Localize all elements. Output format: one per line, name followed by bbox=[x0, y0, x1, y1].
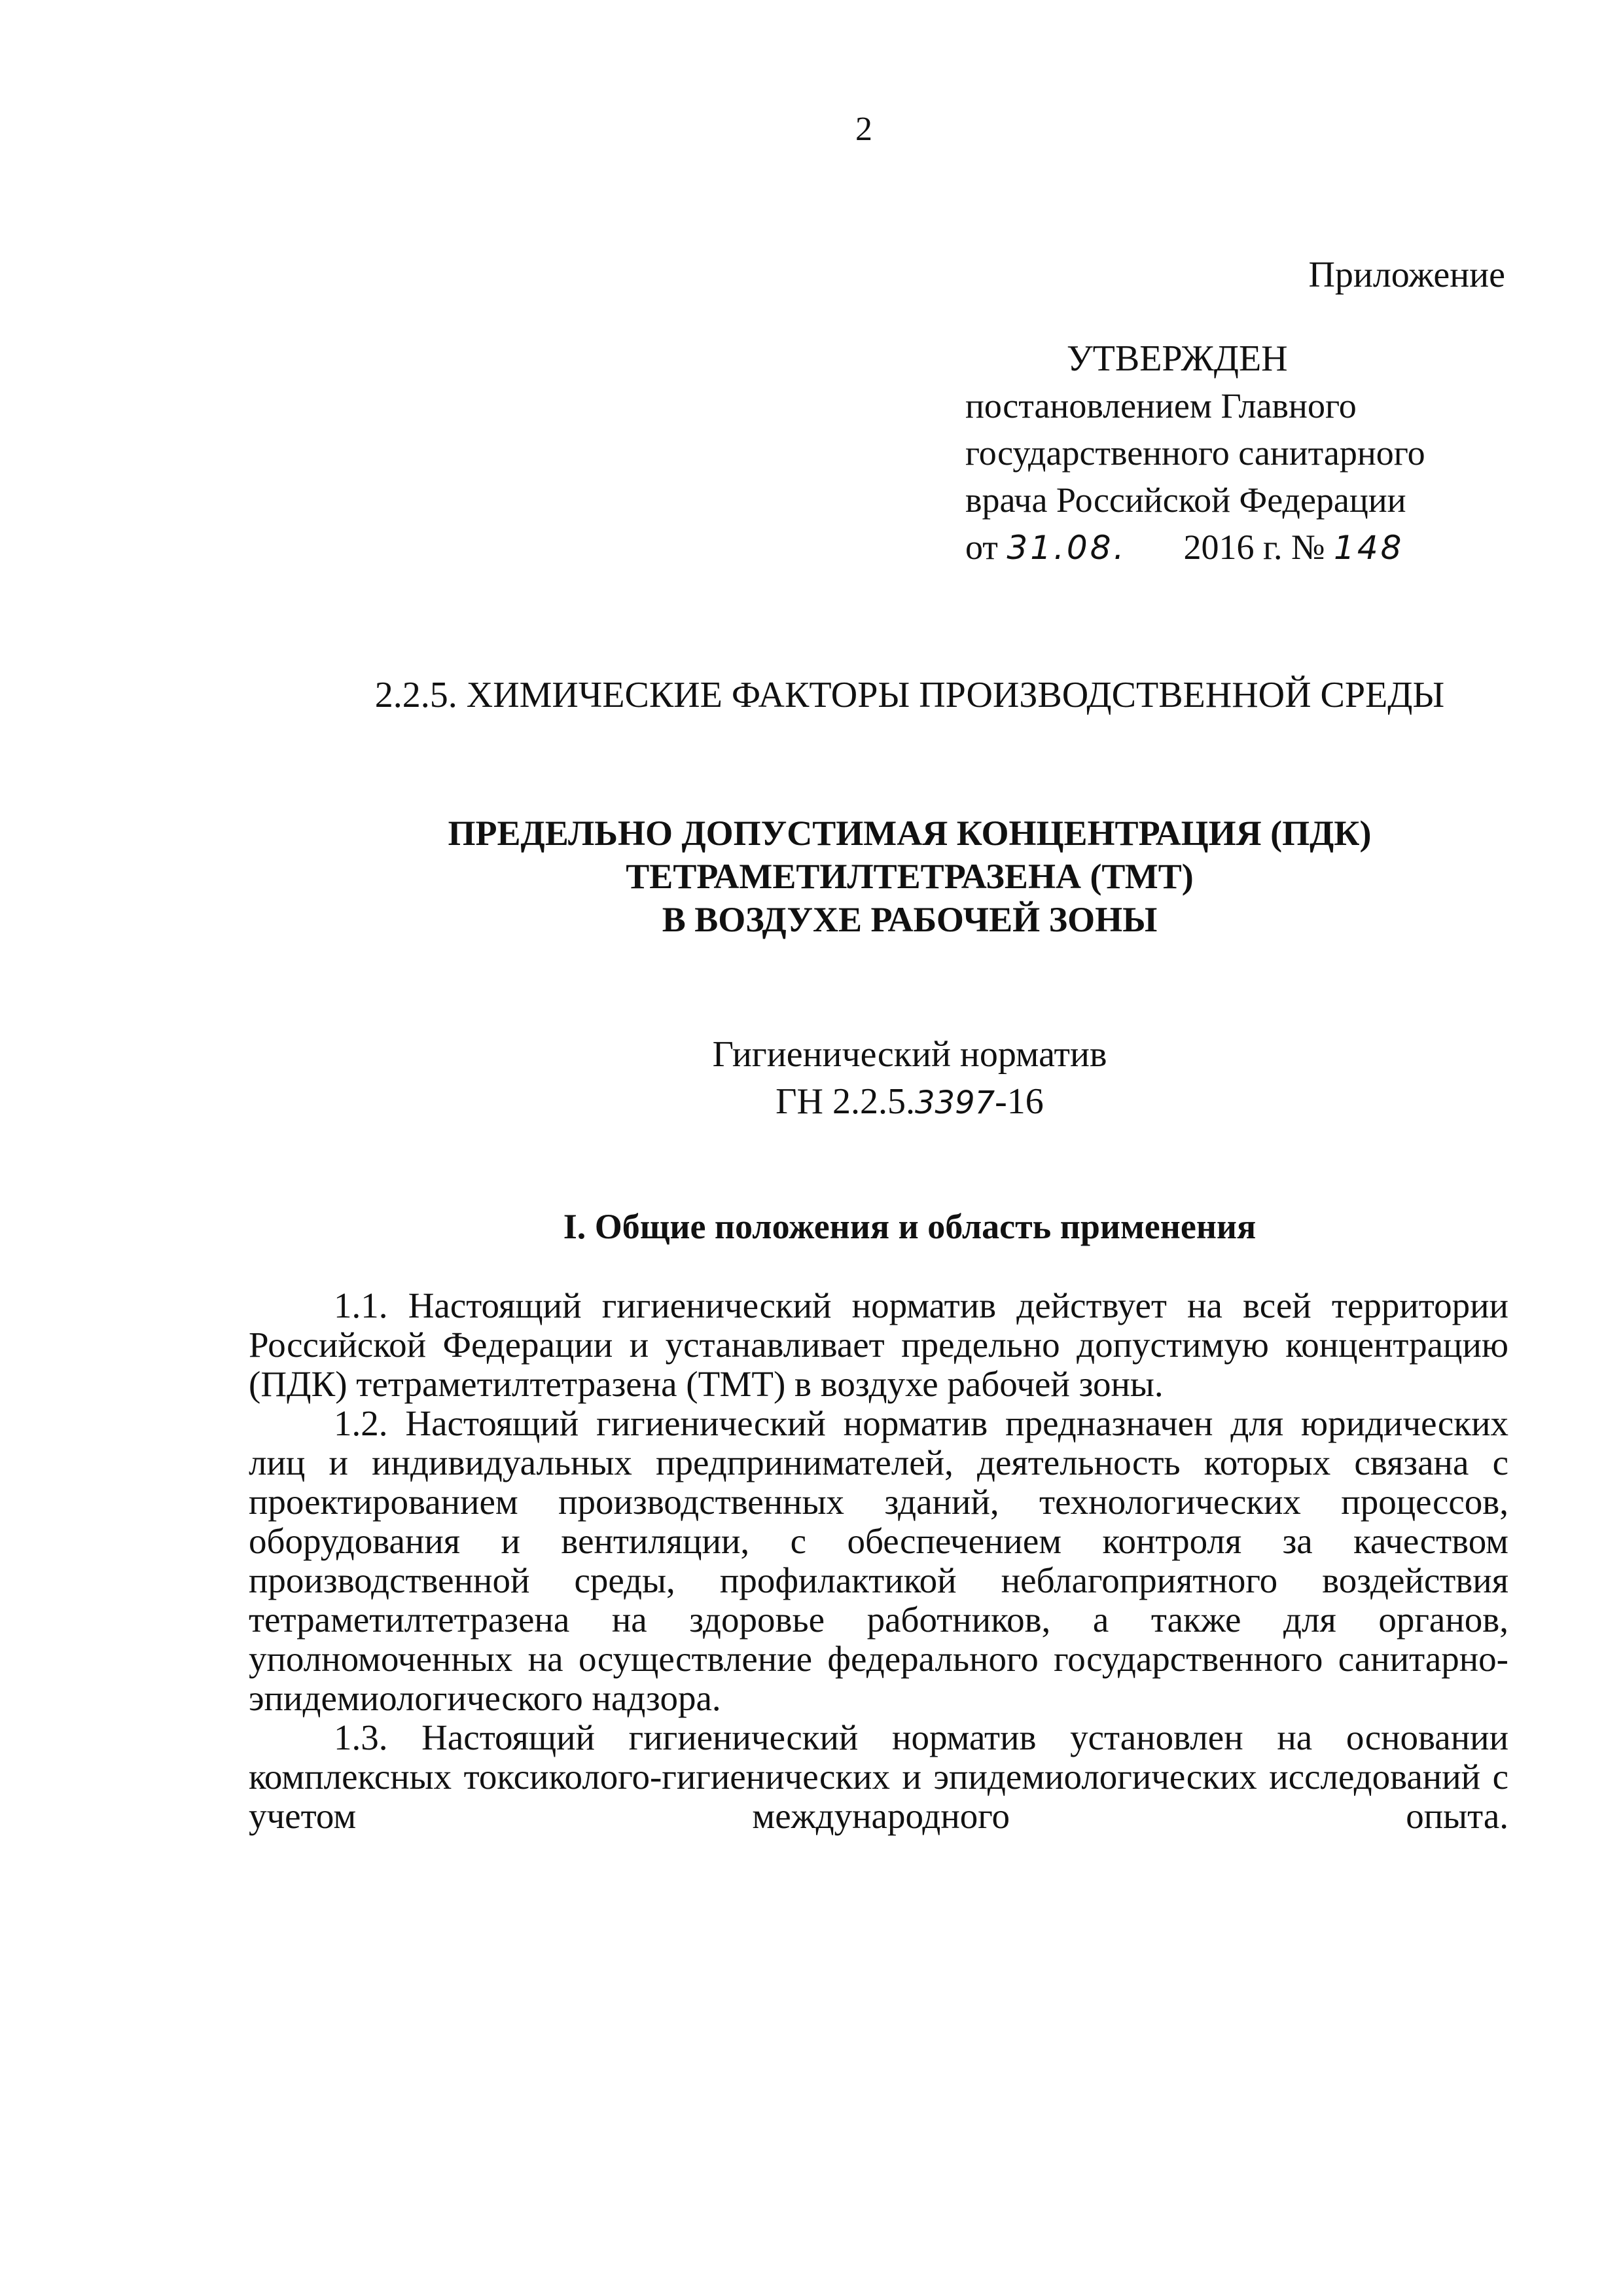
norm-block bbox=[0, 1031, 1623, 1126]
approval-block bbox=[965, 335, 1528, 571]
date-prefix: от bbox=[965, 528, 998, 567]
section-heading: I. Общие положения и область применения bbox=[563, 1207, 1257, 1246]
title-line-1: ПРЕДЕЛЬНО ДОПУСТИМАЯ КОНЦЕНТРАЦИЯ (ПДК) bbox=[448, 814, 1372, 853]
approval-line-1: постановлением Главного bbox=[965, 386, 1357, 425]
document-title bbox=[0, 812, 1623, 941]
norm-code-handwritten: 3397 bbox=[915, 1085, 995, 1121]
title-line-2: ТЕТРАМЕТИЛТЕТРАЗЕНА (ТМТ) bbox=[626, 857, 1194, 896]
norm-label: Гигиенический норматив bbox=[712, 1034, 1107, 1075]
approval-line-2: государственного санитарного bbox=[965, 433, 1425, 473]
approval-stamp: УТВЕРЖДЕН bbox=[1067, 338, 1288, 379]
approval-date-line bbox=[965, 524, 1528, 571]
title-line-3: В ВОЗДУХЕ РАБОЧЕЙ ЗОНЫ bbox=[662, 900, 1158, 939]
year-number-label: 2016 г. № bbox=[1183, 528, 1325, 567]
norm-code-suffix: -16 bbox=[995, 1081, 1044, 1122]
section-code: 2.2.5. ХИМИЧЕСКИЕ ФАКТОРЫ ПРОИЗВОДСТВЕННОЙ СРЕДЫ bbox=[374, 675, 1445, 715]
handwritten-number: 148 bbox=[1334, 529, 1404, 567]
body-text bbox=[249, 1286, 1508, 1836]
paragraph-1-3: 1.3. Настоящий гигиенический норматив установлен на основании комплексных токсиколого-гигиенических и эпидемиологических исследований с учетом международного опыта. bbox=[249, 1717, 1508, 1836]
appendix-label: Приложение bbox=[1308, 255, 1505, 295]
paragraph-1-1: 1.1. Настоящий гигиенический норматив действует на всей территории Российской Федерации и устанавливает предельно допустимую концентрацию (ПДК) тетраметилтетразена (ТМТ) в воздухе рабочей зоны. bbox=[249, 1285, 1508, 1404]
norm-code-prefix: ГН 2.2.5. bbox=[776, 1081, 915, 1122]
approval-line-3: врача Российской Федерации bbox=[965, 480, 1406, 520]
handwritten-date: 31.08. bbox=[1007, 529, 1127, 567]
norm-code bbox=[196, 1078, 1623, 1126]
paragraph-1-2: 1.2. Настоящий гигиенический норматив предназначен для юридических лиц и индивидуальных предпринимателей, деятельность которых связана с проектированием производственных зданий, технологических процессов, оборудования и вентиляции, с обеспечением контроля за качеством производственной среды, профилактикой неблагоприятного воздействия тетраметилтетразена на здоровье работников, а также для органов, уполномоченных на осуществление федерального государственного санитарно-эпидемиологического надзора. bbox=[249, 1403, 1508, 1718]
page-number: 2 bbox=[855, 111, 872, 148]
